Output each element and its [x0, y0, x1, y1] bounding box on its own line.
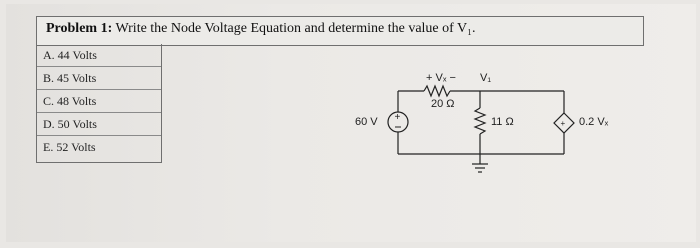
option-e[interactable]: E. 52 Volts	[43, 140, 96, 154]
source-label: 60 V	[355, 116, 378, 128]
problem-sheet	[6, 4, 696, 242]
dep-plus-sign: +	[560, 119, 566, 128]
dependent-source-label: 0.2 Vₓ	[579, 116, 609, 128]
option-a[interactable]: A. 44 Volts	[37, 44, 161, 67]
resistor-20	[424, 86, 450, 96]
option-c[interactable]: C. 48 Volts	[37, 90, 161, 113]
resistor-11	[475, 108, 485, 134]
vx-label: + Vₓ −	[426, 72, 456, 84]
option-d[interactable]: D. 50 Volts	[37, 113, 161, 136]
resistor-11-label: 11 Ω	[491, 116, 514, 128]
resistor-20-label: 20 Ω	[431, 98, 455, 110]
v1-label: V₁	[480, 72, 492, 84]
plus-sign: +	[394, 112, 401, 123]
problem-number: Problem 1:	[46, 21, 113, 36]
problem-statement: Write the Node Voltage Equation and determine the value of V₁.	[115, 21, 476, 36]
option-b[interactable]: B. 45 Volts	[37, 67, 161, 90]
